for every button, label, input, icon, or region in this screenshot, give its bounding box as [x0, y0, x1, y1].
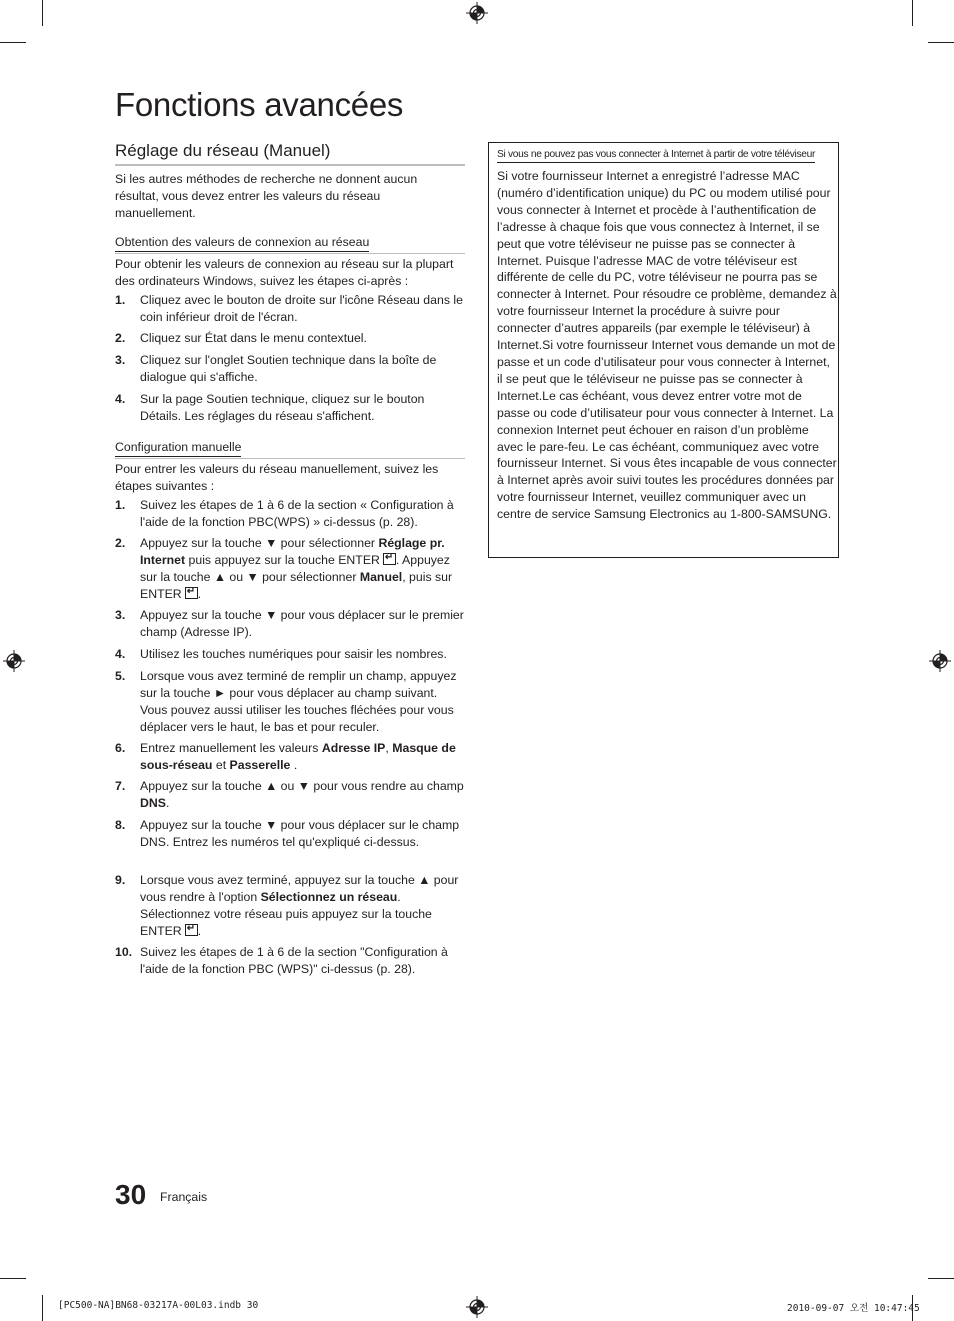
enter-key-icon — [185, 587, 198, 599]
registration-mark-icon — [466, 1296, 488, 1318]
step-text: Sur la page Soutien technique, cliquez sur le bouton Détails. Les réglages du réseau s'affichent. — [140, 392, 425, 423]
step-number: 2. — [115, 331, 126, 345]
list-item — [115, 817, 467, 851]
print-file-info: [PC500-NA]BN68-03217A-00L03.indb 30 — [58, 1300, 259, 1311]
chapter-title: Fonctions avancées — [115, 86, 404, 123]
divider — [115, 458, 465, 459]
list-item — [115, 778, 467, 812]
crop-mark — [912, 0, 913, 26]
step-text: Entrez manuellement les valeurs Adresse IP, Masque de sous-réseau et Passerelle . — [140, 741, 456, 772]
enter-key-icon — [185, 924, 198, 936]
step-text: Cliquez sur État dans le menu contextuel. — [140, 331, 367, 345]
step-text: Utilisez les touches numériques pour saisir les nombres. — [140, 647, 447, 661]
intro-paragraph: Si les autres méthodes de recherche ne donnent aucun résultat, vous devez entrer les valeurs du réseau manuellement. — [115, 172, 418, 220]
obtain-lead: Pour obtenir les valeurs de connexion au réseau sur la plupart des ordinateurs Windows, suivez les étapes ci-après : — [115, 257, 454, 288]
step-text: Lorsque vous avez terminé de remplir un champ, appuyez sur la touche ► pour vous déplacer au champ suivant. Vous pouvez aussi utiliser les touches fléchées pour vous déplacer vers le haut, le bas et pour reculer. — [140, 669, 457, 734]
page-language: Français — [160, 1190, 208, 1204]
crop-mark — [0, 1278, 26, 1279]
step-number: 5. — [115, 669, 126, 683]
list-item — [115, 391, 467, 425]
step-number: 3. — [115, 353, 126, 367]
list-item — [115, 668, 467, 736]
step-number: 10. — [115, 945, 133, 959]
registration-mark-icon — [3, 650, 25, 672]
list-item — [115, 607, 467, 641]
step-text: Appuyez sur la touche ▼ pour vous déplacer sur le premier champ (Adresse IP). — [140, 608, 464, 639]
subheading-manual: Configuration manuelle — [115, 439, 241, 457]
step-text: Appuyez sur la touche ▲ ou ▼ pour vous rendre au champ DNS. — [140, 779, 464, 810]
step-number: 4. — [115, 647, 126, 661]
step-text: Suivez les étapes de 1 à 6 de la section "Configuration à l'aide de la fonction PBC (WPS)" ci-dessus (p. 28). — [140, 945, 448, 976]
note-box-body: Si votre fournisseur Internet a enregistré l’adresse MAC (numéro d’identification unique) du PC ou modem utilisé pour vous connecter à Internet et procède à l’authentification de l’adresse à chaque fois que vous connectez à Internet, il se peut que votre téléviseur ne puisse pas se connecter à Internet. Puisque l’adresse MAC de votre téléviseur est différente de celle du PC, votre téléviseur ne pourra pas se connecter à Internet. Pour résoudre ce problème, demandez à votre fournisseur Internet la procédure à suivre pour connecter d’autres appareils (par exemple le téléviseur) à Internet.Si votre fournisseur Internet vous demande un mot de passe et un code d’utilisateur pour vous connecter à Internet, il se peut que le téléviseur ne puisse pas se connecter à Internet.Le cas échéant, vous devez entrer votre mot de passe ou code d’utilisateur pour vous connecter à Internet. La connexion Internet peut échouer en raison d’un problème avec le pare-feu. Le cas échéant, communiquez avec votre fournisseur Internet. Si vous êtes incapable de vous connecter à Internet après avoir suivi toutes les procédures données par votre fournisseur Internet, veuillez communiquer avec un centre de service Samsung Electronics au 1-800-SAMSUNG. — [497, 169, 837, 522]
step-text: Cliquez sur l'onglet Soutien technique dans la boîte de dialogue qui s'affiche. — [140, 353, 437, 384]
list-item — [115, 740, 467, 774]
registration-mark-icon — [466, 2, 488, 24]
step-number: 3. — [115, 608, 126, 622]
step-text: Appuyez sur la touche ▼ pour sélectionner Réglage pr. Internet puis appuyez sur la touche ENTER↵ . Appuyez sur la touche ▲ ou ▼ pour sélectionner Manuel, puis sur ENTER↵ . — [140, 535, 467, 603]
crop-mark — [0, 42, 26, 43]
step-text: Suivez les étapes de 1 à 6 de la section « Configuration à l'aide de la fonction PBC(WPS) » ci-dessus (p. 28). — [140, 498, 454, 529]
step-number: 9. — [115, 873, 126, 887]
crop-mark — [42, 0, 43, 26]
step-number: 1. — [115, 498, 126, 512]
list-item — [115, 352, 467, 386]
note-box — [488, 142, 839, 558]
divider — [115, 253, 465, 254]
note-box-title: Si vous ne pouvez pas vous connecter à Internet à partir de votre téléviseur — [497, 148, 815, 163]
list-item — [115, 497, 467, 531]
manual-lead: Pour entrer les valeurs du réseau manuellement, suivez les étapes suivantes : — [115, 462, 439, 493]
crop-mark — [42, 1295, 43, 1321]
list-item — [115, 292, 467, 326]
subheading-obtain: Obtention des valeurs de connexion au réseau — [115, 234, 369, 252]
step-number: 8. — [115, 818, 126, 832]
list-item — [115, 646, 467, 663]
step-text: Lorsque vous avez terminé, appuyez sur la touche ▲ pour vous rendre à l'option Sélectionnez un réseau. Sélectionnez votre réseau puis appuyez sur la touche ENTER↵ . — [140, 872, 467, 940]
print-timestamp: 2010-09-07 오전 10:47:45 — [787, 1303, 920, 1314]
registration-mark-icon — [929, 650, 951, 672]
enter-key-icon — [383, 553, 396, 565]
section-title: Réglage du réseau (Manuel) — [115, 141, 465, 166]
list-item — [115, 330, 467, 347]
step-number: 2. — [115, 536, 126, 550]
list-item — [115, 872, 467, 940]
step-number: 4. — [115, 392, 126, 406]
list-item — [115, 944, 467, 978]
page-number: 30 — [115, 1179, 147, 1210]
step-number: 7. — [115, 779, 126, 793]
step-text: Appuyez sur la touche ▼ pour vous déplacer sur le champ DNS. Entrez les numéros tel qu'expliqué ci-dessus. — [140, 818, 460, 849]
step-number: 1. — [115, 293, 126, 307]
step-number: 6. — [115, 741, 126, 755]
list-item — [115, 535, 467, 603]
crop-mark — [928, 42, 954, 43]
step-text: Cliquez avec le bouton de droite sur l'icône Réseau dans le coin inférieur droit de l'écran. — [140, 293, 463, 324]
crop-mark — [928, 1278, 954, 1279]
